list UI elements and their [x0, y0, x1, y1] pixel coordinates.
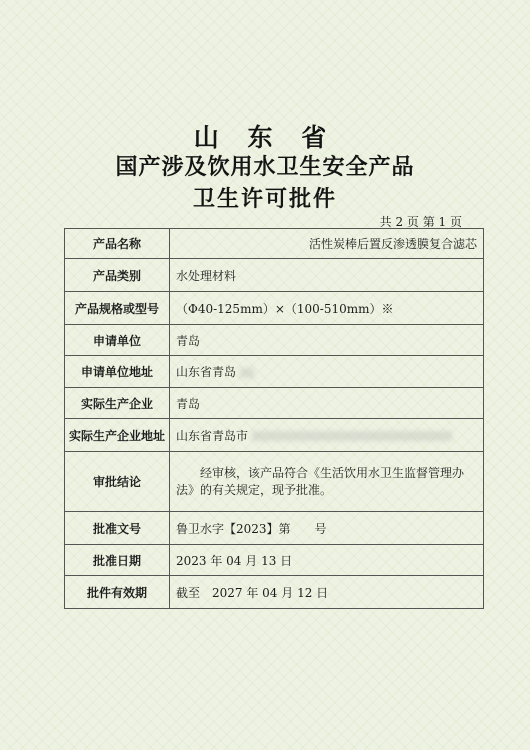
row-label-manufacturer: 实际生产企业: [65, 388, 170, 419]
manufacturer-cell: [170, 388, 484, 419]
manufacturer-address-value: 山东省青岛市: [176, 428, 249, 443]
table-row: [65, 259, 484, 292]
product-name-value: 活性炭棒后置反渗透膜复合滤芯: [170, 229, 484, 259]
conclusion-value: 经审核，该产品符合《生活饮用水卫生监督管理办法》的有关规定，现予批准。: [176, 465, 465, 497]
license-table: [64, 228, 484, 609]
applicant-address-cell: [170, 356, 484, 388]
applicant-address-value: 山东省青岛: [176, 365, 237, 379]
row-label-conclusion: 审批结论: [65, 452, 170, 512]
document-title-line1: 国产涉及饮用水卫生安全产品: [115, 155, 415, 180]
redaction-blur: [240, 368, 254, 378]
product-category-value: 水处理材料: [170, 259, 484, 292]
table-row: [65, 545, 484, 576]
row-label-product-category: 产品类别: [65, 259, 170, 292]
redaction-blur: [252, 431, 452, 441]
conclusion-cell: [170, 452, 484, 512]
row-label-applicant-address: 申请单位地址: [65, 356, 170, 388]
spec-model-value: （Φ40-125mm）×（100-510mm）※: [170, 292, 484, 325]
row-label-approval-number: 批准文号: [65, 512, 170, 545]
table-row: [65, 229, 484, 259]
manufacturer-address-cell: [170, 419, 484, 452]
table-row: [65, 512, 484, 545]
table-row: [65, 292, 484, 325]
manufacturer-value: 青岛: [176, 396, 201, 411]
province-heading: 山 东 省: [193, 123, 337, 152]
row-label-applicant: 申请单位: [65, 325, 170, 356]
approval-date-value: 2023 年 04 月 13 日: [170, 545, 484, 576]
approval-number-value: 鲁卫水字【2023】第 号: [170, 512, 484, 545]
table-row: [65, 419, 484, 452]
applicant-cell: [170, 325, 484, 356]
table-row: [65, 452, 484, 512]
row-label-product-name: 产品名称: [65, 229, 170, 259]
page-number: 共 2 页 第 1 页: [379, 215, 462, 229]
table-row: [65, 325, 484, 356]
validity-value: 截至 2027 年 04 月 12 日: [170, 576, 484, 609]
row-label-spec-model: 产品规格或型号: [65, 292, 170, 325]
applicant-value: 青岛: [176, 333, 201, 348]
document-title-line2: 卫生许可批件: [192, 187, 337, 212]
table-row: [65, 356, 484, 388]
table-row: [65, 388, 484, 419]
row-label-validity: 批件有效期: [65, 576, 170, 609]
table-row: [65, 576, 484, 609]
row-label-approval-date: 批准日期: [65, 545, 170, 576]
row-label-manufacturer-address: 实际生产企业地址: [65, 419, 170, 452]
